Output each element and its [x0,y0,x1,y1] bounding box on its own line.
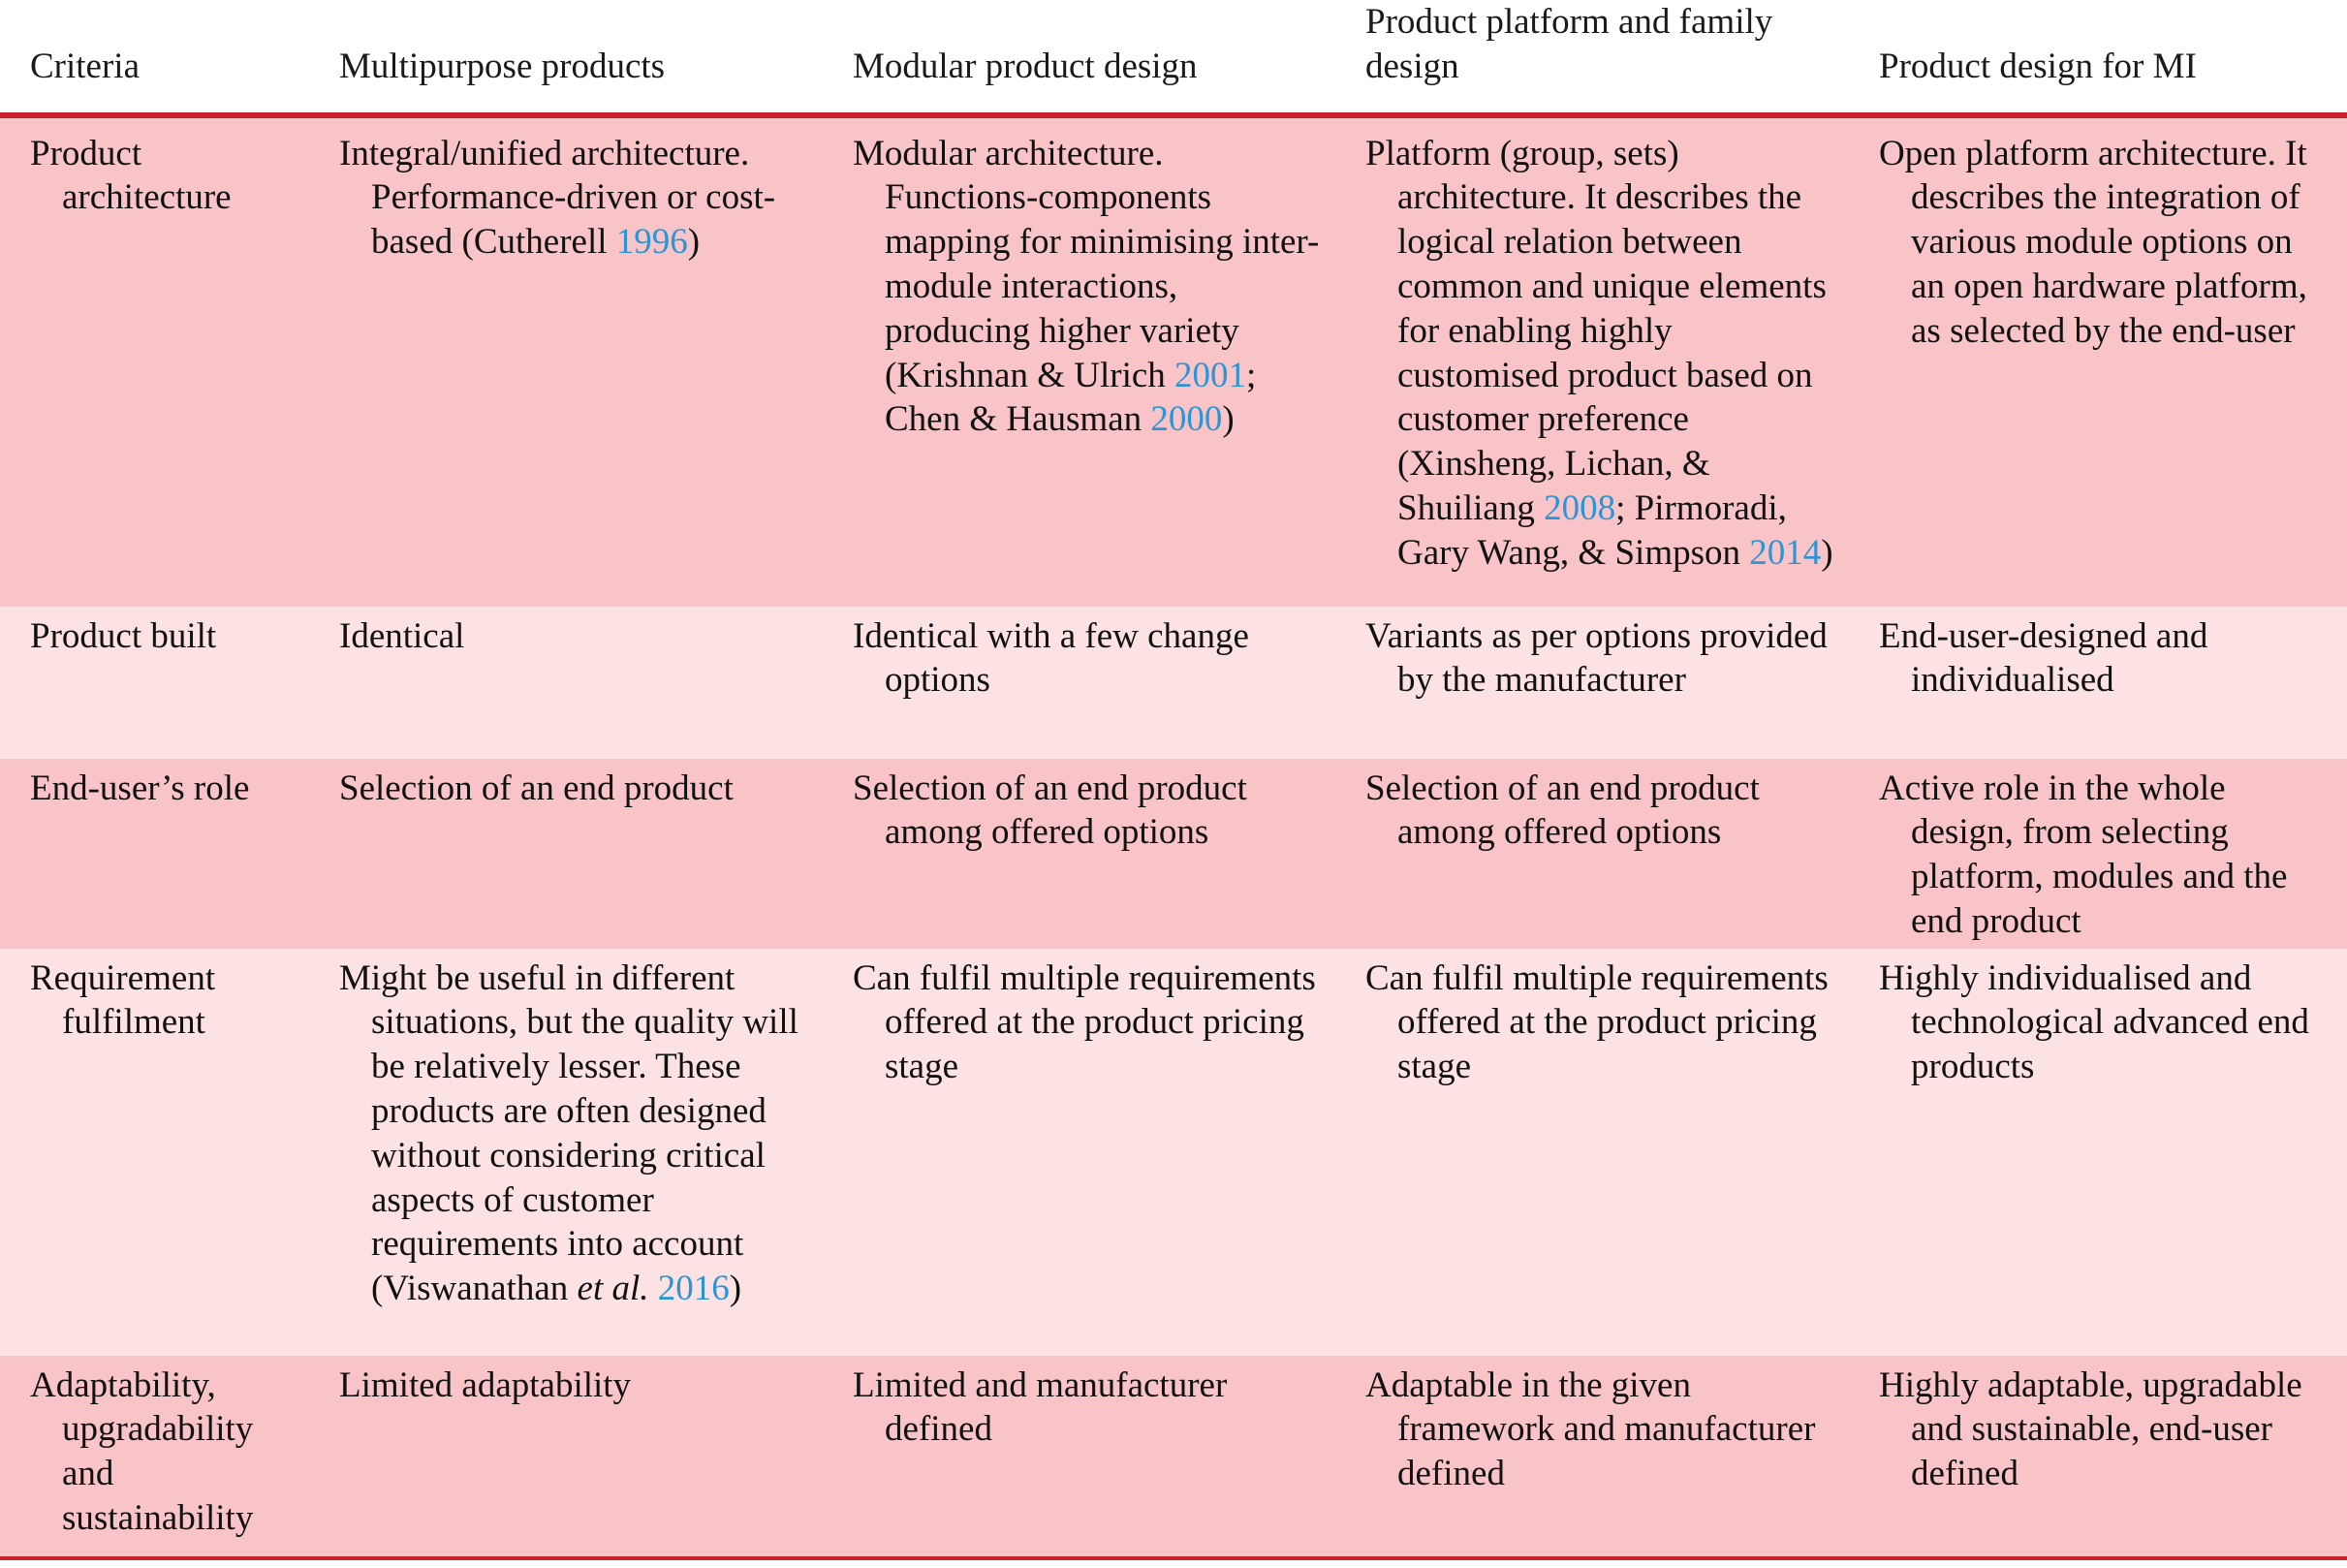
citation-link[interactable]: 2016 [657,1269,730,1309]
table-header [0,0,2347,115]
table-row [0,1356,2347,1558]
header-mi: Product design for MI [1879,46,2197,86]
cell-multipurpose [309,115,823,607]
cell-mi [1849,949,2347,1356]
multipurpose-text: Might be useful in different situations, but the quality will be relatively lesser. These products are often designed without considering critical aspects of customer requirements into account (Viswanathan et al. 2016) [339,957,798,1309]
cell-modular [823,949,1335,1356]
citation-link[interactable]: 2001 [1174,355,1247,395]
multipurpose-text: Selection of an end product [339,768,734,808]
modular-text: Can fulfil multiple requirements offered at the product pricing stage [853,957,1316,1087]
cell-criteria [0,1356,309,1558]
criteria-text: Adaptability, upgradability and sustainability [30,1364,254,1538]
cell-multipurpose [309,607,823,759]
table-row [0,607,2347,759]
modular-text: Modular architecture. Functions-components mapping for minimising inter-module interactions, producing higher variety (Krishnan & Ulrich 2001; Chen & Hausman 2000) [853,133,1320,440]
cell-modular [823,759,1335,949]
header-platform: Product platform and family design [1365,2,1773,86]
cell-mi [1849,607,2347,759]
criteria-text: Requirement fulfilment [30,957,216,1043]
table-row [0,759,2347,949]
platform-text: Can fulfil multiple requirements offered at the product pricing stage [1365,957,1829,1087]
cell-multipurpose [309,1356,823,1558]
modular-text: Selection of an end product among offered options [853,768,1247,853]
cell-mi [1849,759,2347,949]
mi-text: End-user-designed and individualised [1879,615,2208,701]
criteria-text: End-user’s role [30,768,250,808]
citation-link[interactable]: 2008 [1544,487,1616,528]
cell-platform [1335,1356,1849,1558]
cell-multipurpose [309,949,823,1356]
citation-link[interactable]: 2014 [1749,532,1822,573]
et-al-text: et al. [577,1269,649,1309]
cell-platform [1335,949,1849,1356]
cell-criteria [0,115,309,607]
multipurpose-text: Integral/unified architecture. Performance-driven or cost-based (Cutherell 1996) [339,133,776,263]
mi-text: Highly individualised and technological advanced end products [1879,957,2309,1087]
platform-text: Adaptable in the given framework and manufacturer defined [1365,1364,1816,1494]
cell-modular [823,1356,1335,1558]
cell-modular [823,607,1335,759]
cell-modular [823,115,1335,607]
cell-multipurpose [309,759,823,949]
cell-mi [1849,1356,2347,1558]
criteria-text: Product built [30,615,217,656]
citation-link[interactable]: 1996 [615,222,688,263]
cell-criteria [0,759,309,949]
cell-criteria [0,949,309,1356]
header-multipurpose: Multipurpose products [339,46,666,86]
header-row [0,0,2347,115]
criteria-text: Product architecture [30,133,232,218]
header-criteria: Criteria [30,46,141,86]
citation-link[interactable]: 2000 [1150,399,1223,440]
multipurpose-text: Limited adaptability [339,1364,632,1405]
table-row [0,949,2347,1356]
table-row [0,115,2347,607]
platform-text: Platform (group, sets) architecture. It describes the logical relation between common and unique elements for enabling highly customised product based on customer preference (Xinsheng, Lichan, & Shuiliang 2008; Pirmoradi, Gary Wang, & Simpson 2014) [1365,133,1833,573]
cell-mi [1849,115,2347,607]
multipurpose-text: Identical [339,615,465,656]
mi-text: Highly adaptable, upgradable and sustainable, end-user defined [1879,1364,2302,1494]
cell-criteria [0,607,309,759]
modular-text: Limited and manufacturer defined [853,1364,1228,1450]
cell-platform [1335,115,1849,607]
cell-platform [1335,759,1849,949]
platform-text: Variants as per options provided by the manufacturer [1365,615,1828,701]
mi-text: Active role in the whole design, from selecting platform, modules and the end product [1879,768,2288,941]
header-modular: Modular product design [853,46,1198,86]
modular-text: Identical with a few change options [853,615,1249,701]
platform-text: Selection of an end product among offered options [1365,768,1760,853]
mi-text: Open platform architecture. It describes the integration of various module options on an open hardware platform, as selected by the end-user [1879,133,2307,351]
table-body [0,115,2347,1558]
cell-platform [1335,607,1849,759]
